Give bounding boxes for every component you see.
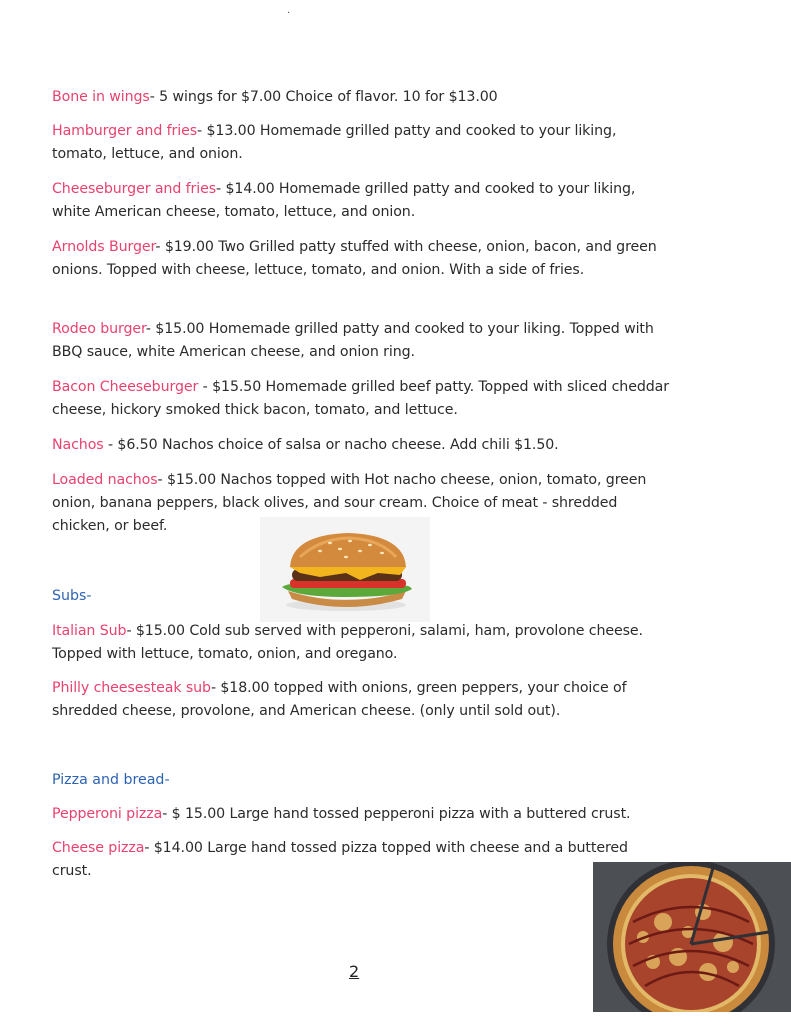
item-name: Arnolds Burger	[52, 239, 156, 255]
page-number: 2	[349, 962, 360, 981]
item-description: - $15.00 Cold sub served with pepperoni, salami, ham, provolone cheese. Topped with lettuce, tomato, onion, and oregano.	[52, 623, 643, 662]
menu-item-italian-sub	[52, 620, 672, 666]
item-description: - $15.00 Homemade grilled patty and cooked to your liking. Topped with BBQ sauce, white American cheese, and onion ring.	[52, 321, 654, 360]
menu-item-arnolds-burger	[52, 236, 672, 282]
item-name: Loaded nachos	[52, 472, 158, 488]
menu-item-cheeseburger-and-fries	[52, 178, 672, 224]
stray-dot: ·	[287, 8, 291, 19]
item-name: Italian Sub	[52, 623, 127, 639]
item-name: Rodeo burger	[52, 321, 146, 337]
section-heading-subs: Subs-	[52, 588, 92, 604]
item-description: - $18.00 topped with onions, green peppers, your choice of shredded cheese, provolone, and American cheese. (only until sold out).	[52, 680, 627, 719]
menu-item-hamburger-and-fries	[52, 120, 672, 166]
item-name: Bacon Cheeseburger	[52, 379, 203, 395]
menu-item-rodeo-burger	[52, 318, 672, 364]
item-name: Hamburger and fries	[52, 123, 198, 139]
menu-item-bone-in-wings	[52, 86, 672, 109]
item-description: - $15.50 Homemade grilled beef patty. Topped with sliced cheddar cheese, hickory smoked thick bacon, tomato, and lettuce.	[52, 379, 669, 418]
item-description: - $13.00 Homemade grilled patty and cooked to your liking, tomato, lettuce, and onion.	[52, 123, 617, 162]
item-name: Cheeseburger and fries	[52, 181, 217, 197]
menu-item-nachos	[52, 434, 672, 457]
menu-item-pepperoni-pizza	[52, 803, 672, 826]
item-description: - $19.00 Two Grilled patty stuffed with cheese, onion, bacon, and green onions. Topped with cheese, lettuce, tomato, and onion. With a side of fries.	[52, 239, 657, 278]
section-heading-pizza-and-bread: Pizza and bread-	[52, 772, 170, 788]
item-description: - 5 wings for $7.00 Choice of flavor. 10 for $13.00	[149, 89, 498, 105]
pizza-photo	[593, 862, 791, 1012]
item-name: Philly cheesesteak sub	[52, 680, 211, 696]
menu-item-philly-cheesesteak-sub	[52, 677, 672, 723]
item-name: Nachos	[52, 437, 108, 453]
item-description: - $14.00 Large hand tossed pizza topped with cheese and a buttered crust.	[52, 840, 628, 879]
menu-item-bacon-cheeseburger	[52, 376, 672, 422]
item-description: - $15.00 Nachos topped with Hot nacho cheese, onion, tomato, green onion, banana peppers, black olives, and sour cream. Choice of meat - shredded chicken, or beef.	[52, 472, 647, 534]
item-description: - $6.50 Nachos choice of salsa or nacho cheese. Add chili $1.50.	[107, 437, 559, 453]
menu-item-cheese-pizza	[52, 837, 652, 883]
item-name: Bone in wings	[52, 89, 150, 105]
item-name: Cheese pizza	[52, 840, 145, 856]
item-description: - $14.00 Homemade grilled patty and cooked to your liking, white American cheese, tomato, lettuce, and onion.	[52, 181, 636, 220]
item-description: - $ 15.00 Large hand tossed pepperoni pizza with a buttered crust.	[162, 806, 631, 822]
burger-photo	[260, 517, 430, 622]
item-name: Pepperoni pizza	[52, 806, 163, 822]
